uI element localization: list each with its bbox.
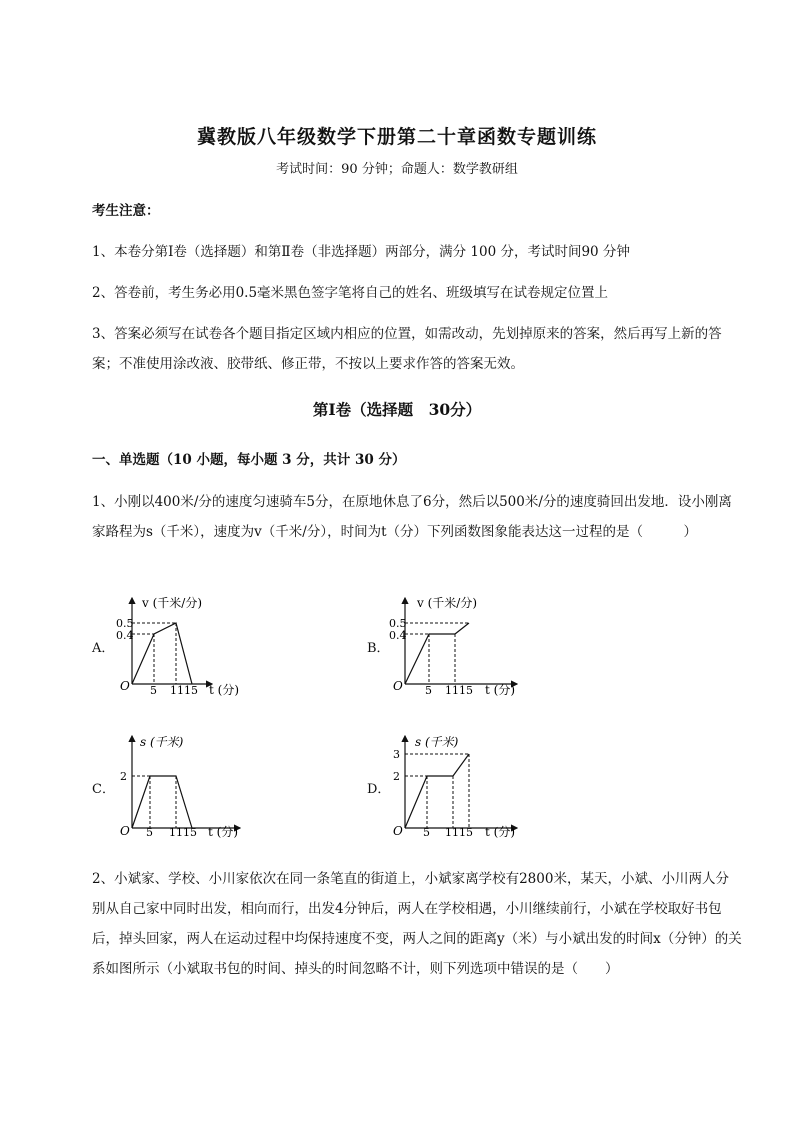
graph-d bbox=[385, 732, 535, 840]
option-b-ytick-1: 0.5 bbox=[389, 617, 407, 630]
graph-b bbox=[385, 592, 535, 700]
question-1-text: 1、小刚以400米/分的速度匀速骑车5分，在原地休息了6分，然后以500米/分的速度骑回出发地．设小刚离家路程为s（千米），速度为v（千米/分），时间为t（分）下列函数图象能表达这一过程的是（ ） bbox=[92, 494, 732, 540]
notice-item-3: 3、答案必须写在试卷各个题目指定区域内相应的位置，如需改动，先划掉原来的答案，然后再写上新的答案；不准使用涂改液、胶带纸、修正带，不按以上要求作答的答案无效。 bbox=[92, 326, 722, 372]
option-d-xlabel: t (分) bbox=[485, 825, 516, 839]
option-c-xlabel: t (分) bbox=[208, 825, 239, 839]
notice-item-2: 2、答卷前，考生务必用0.5毫米黑色签字笔将自己的姓名、班级填写在试卷规定位置上 bbox=[92, 285, 609, 301]
option-c-origin: O bbox=[120, 824, 130, 838]
graph-a bbox=[112, 592, 262, 700]
option-b-label: B． bbox=[367, 641, 390, 656]
notice-item-1: 1、本卷分第Ⅰ卷（选择题）和第Ⅱ卷（非选择题）两部分，满分 100 分，考试时间90 分钟 bbox=[92, 244, 630, 260]
option-a-label: A． bbox=[92, 641, 115, 656]
option-b-xlabel: t (分) bbox=[485, 683, 516, 697]
option-b-ylabel: v (千米/分) bbox=[417, 596, 478, 610]
part-heading: 一、单选题（10 小题，每小题 3 分，共计 30 分） bbox=[92, 452, 406, 468]
option-b-xtick-2: 1115 bbox=[445, 684, 473, 697]
option-a-origin: O bbox=[120, 679, 130, 693]
option-d-ytick-2: 2 bbox=[393, 770, 400, 783]
option-b-xtick-1: 5 bbox=[425, 684, 432, 697]
option-d-xtick-1: 5 bbox=[423, 826, 430, 839]
option-d-ytick-1: 3 bbox=[393, 748, 400, 761]
option-a-xtick-1: 5 bbox=[150, 684, 157, 697]
notice-heading: 考生注意： bbox=[92, 203, 160, 219]
option-d-xtick-2: 1115 bbox=[445, 826, 473, 839]
option-d-origin: O bbox=[393, 824, 403, 838]
page-title: 冀教版八年级数学下册第二十章函数专题训练 bbox=[196, 126, 597, 148]
option-b-curve bbox=[405, 623, 469, 684]
option-c-ytick-1: 2 bbox=[120, 770, 127, 783]
option-a-curve bbox=[132, 623, 192, 684]
option-c-ylabel: s (千米) bbox=[140, 735, 184, 749]
option-d-label: D． bbox=[367, 782, 391, 797]
option-c-label: C． bbox=[92, 782, 115, 797]
option-a-xtick-2: 1115 bbox=[170, 684, 198, 697]
option-a-ytick-1: 0.5 bbox=[116, 617, 134, 630]
option-a-ylabel: v (千米/分) bbox=[142, 596, 203, 610]
graph-c bbox=[112, 732, 262, 840]
option-c-curve bbox=[132, 776, 192, 828]
option-d-curve bbox=[405, 754, 469, 828]
page-subtitle: 考试时间：90 分钟；命题人：数学教研组 bbox=[276, 162, 518, 177]
option-b-origin: O bbox=[393, 679, 403, 693]
option-b-ytick-2: 0.4 bbox=[389, 629, 407, 642]
option-c-xtick-1: 5 bbox=[146, 826, 153, 839]
option-c-xtick-2: 1115 bbox=[169, 826, 197, 839]
section-title: 第Ⅰ卷（选择题 30分） bbox=[312, 400, 482, 419]
option-d-ylabel: s (千米) bbox=[415, 735, 459, 749]
option-a-xlabel: t (分) bbox=[209, 683, 240, 697]
question-2-text: 2、小斌家、学校、小川家依次在同一条笔直的街道上，小斌家离学校有2800米，某天，小斌、小川两人分别从自己家中同时出发，相向而行，出发4分钟后，两人在学校相遇，小川继续前行，小斌在学校取好书包后，掉头回家，两人在运动过程中均保持速度不变，两人之间的距离y（米）与小斌出发的时间x（分钟）的关系如图所示（小斌取书包的时间、掉头的时间忽略不计，则下列选项中错误的是（ ） bbox=[92, 871, 742, 977]
option-a-ytick-2: 0.4 bbox=[116, 629, 134, 642]
